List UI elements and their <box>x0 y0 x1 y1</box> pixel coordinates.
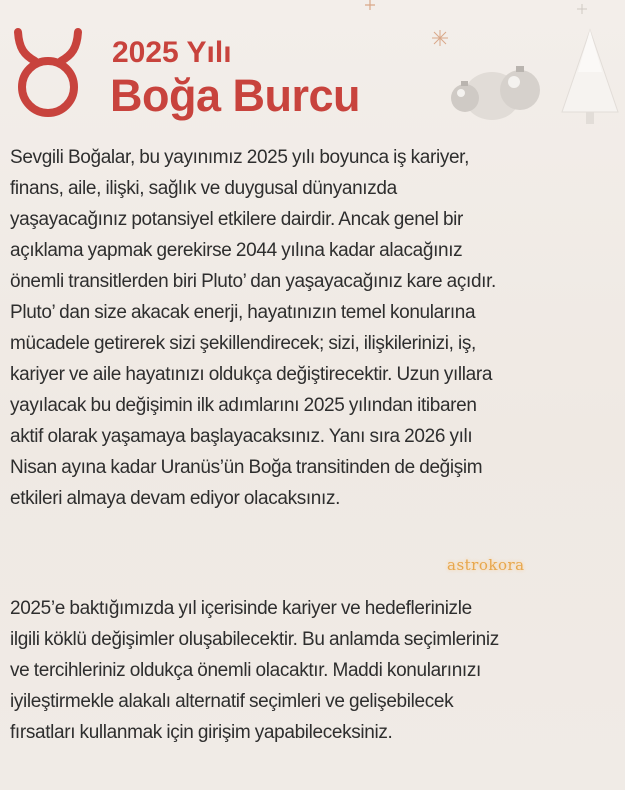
text-line: iyileştirmekle alakalı alternatif seçimleri ve gelişebilecek <box>10 691 454 712</box>
text-line: önemli transitlerden biri Pluto’ dan yaşayacağınız kare açıdır. <box>10 271 496 292</box>
paragraph-2 <box>10 593 615 748</box>
text-line: etkileri almaya devam ediyor olacaksınız. <box>10 488 341 509</box>
text-line: fırsatları kullanmak için girişim yapabileceksiniz. <box>10 722 393 743</box>
header <box>0 0 625 130</box>
paragraph-1 <box>10 142 615 514</box>
text-line: Sevgili Boğalar, bu yayınımız 2025 yılı boyunca iş kariyer, <box>10 147 470 168</box>
text-line: yaşayacağınız potansiyel etkilere dairdir. Ancak genel bir <box>10 209 464 230</box>
text-line: finans, aile, ilişki, sağlık ve duygusal dünyanızda <box>10 178 397 199</box>
text-line: mücadele getirerek sizi şekillendirecek; sizi, ilişkilerinizi, iş, <box>10 333 476 354</box>
watermark: astrokora <box>447 556 525 574</box>
sparkle-icon <box>365 0 587 46</box>
text-line: kariyer ve aile hayatınızı oldukça değiştirecektir. Uzun yıllara <box>10 364 493 385</box>
decor-ornaments <box>340 0 625 130</box>
title-sign: Boğa Burcu <box>110 70 361 121</box>
text-line: açıklama yapmak gerekirse 2044 yılına kadar alacağınız <box>10 240 463 261</box>
text-line: yayılacak bu değişimin ilk adımlarını 2025 yılından itibaren <box>10 395 477 416</box>
tree-icon <box>562 30 618 124</box>
text-line: Nisan ayına kadar Uranüs’ün Boğa transitinden de değişim <box>10 457 483 478</box>
text-line: 2025’e baktığımızda yıl içerisinde kariyer ve hedeflerinizle <box>10 598 472 619</box>
title-year: 2025 Yılı <box>112 36 232 69</box>
text-line: ilgili köklü değişimler oluşabilecektir. Bu anlamda seçimleriniz <box>10 629 499 650</box>
ornament-icon <box>451 66 540 120</box>
taurus-symbol-icon <box>10 28 86 124</box>
text-line: Pluto’ dan size akacak enerji, hayatınızın temel konularına <box>10 302 476 323</box>
text-line: ve tercihleriniz oldukça önemli olacaktır. Maddi konularınızı <box>10 660 481 681</box>
text-line: aktif olarak yaşamaya başlayacaksınız. Yanı sıra 2026 yılı <box>10 426 473 447</box>
